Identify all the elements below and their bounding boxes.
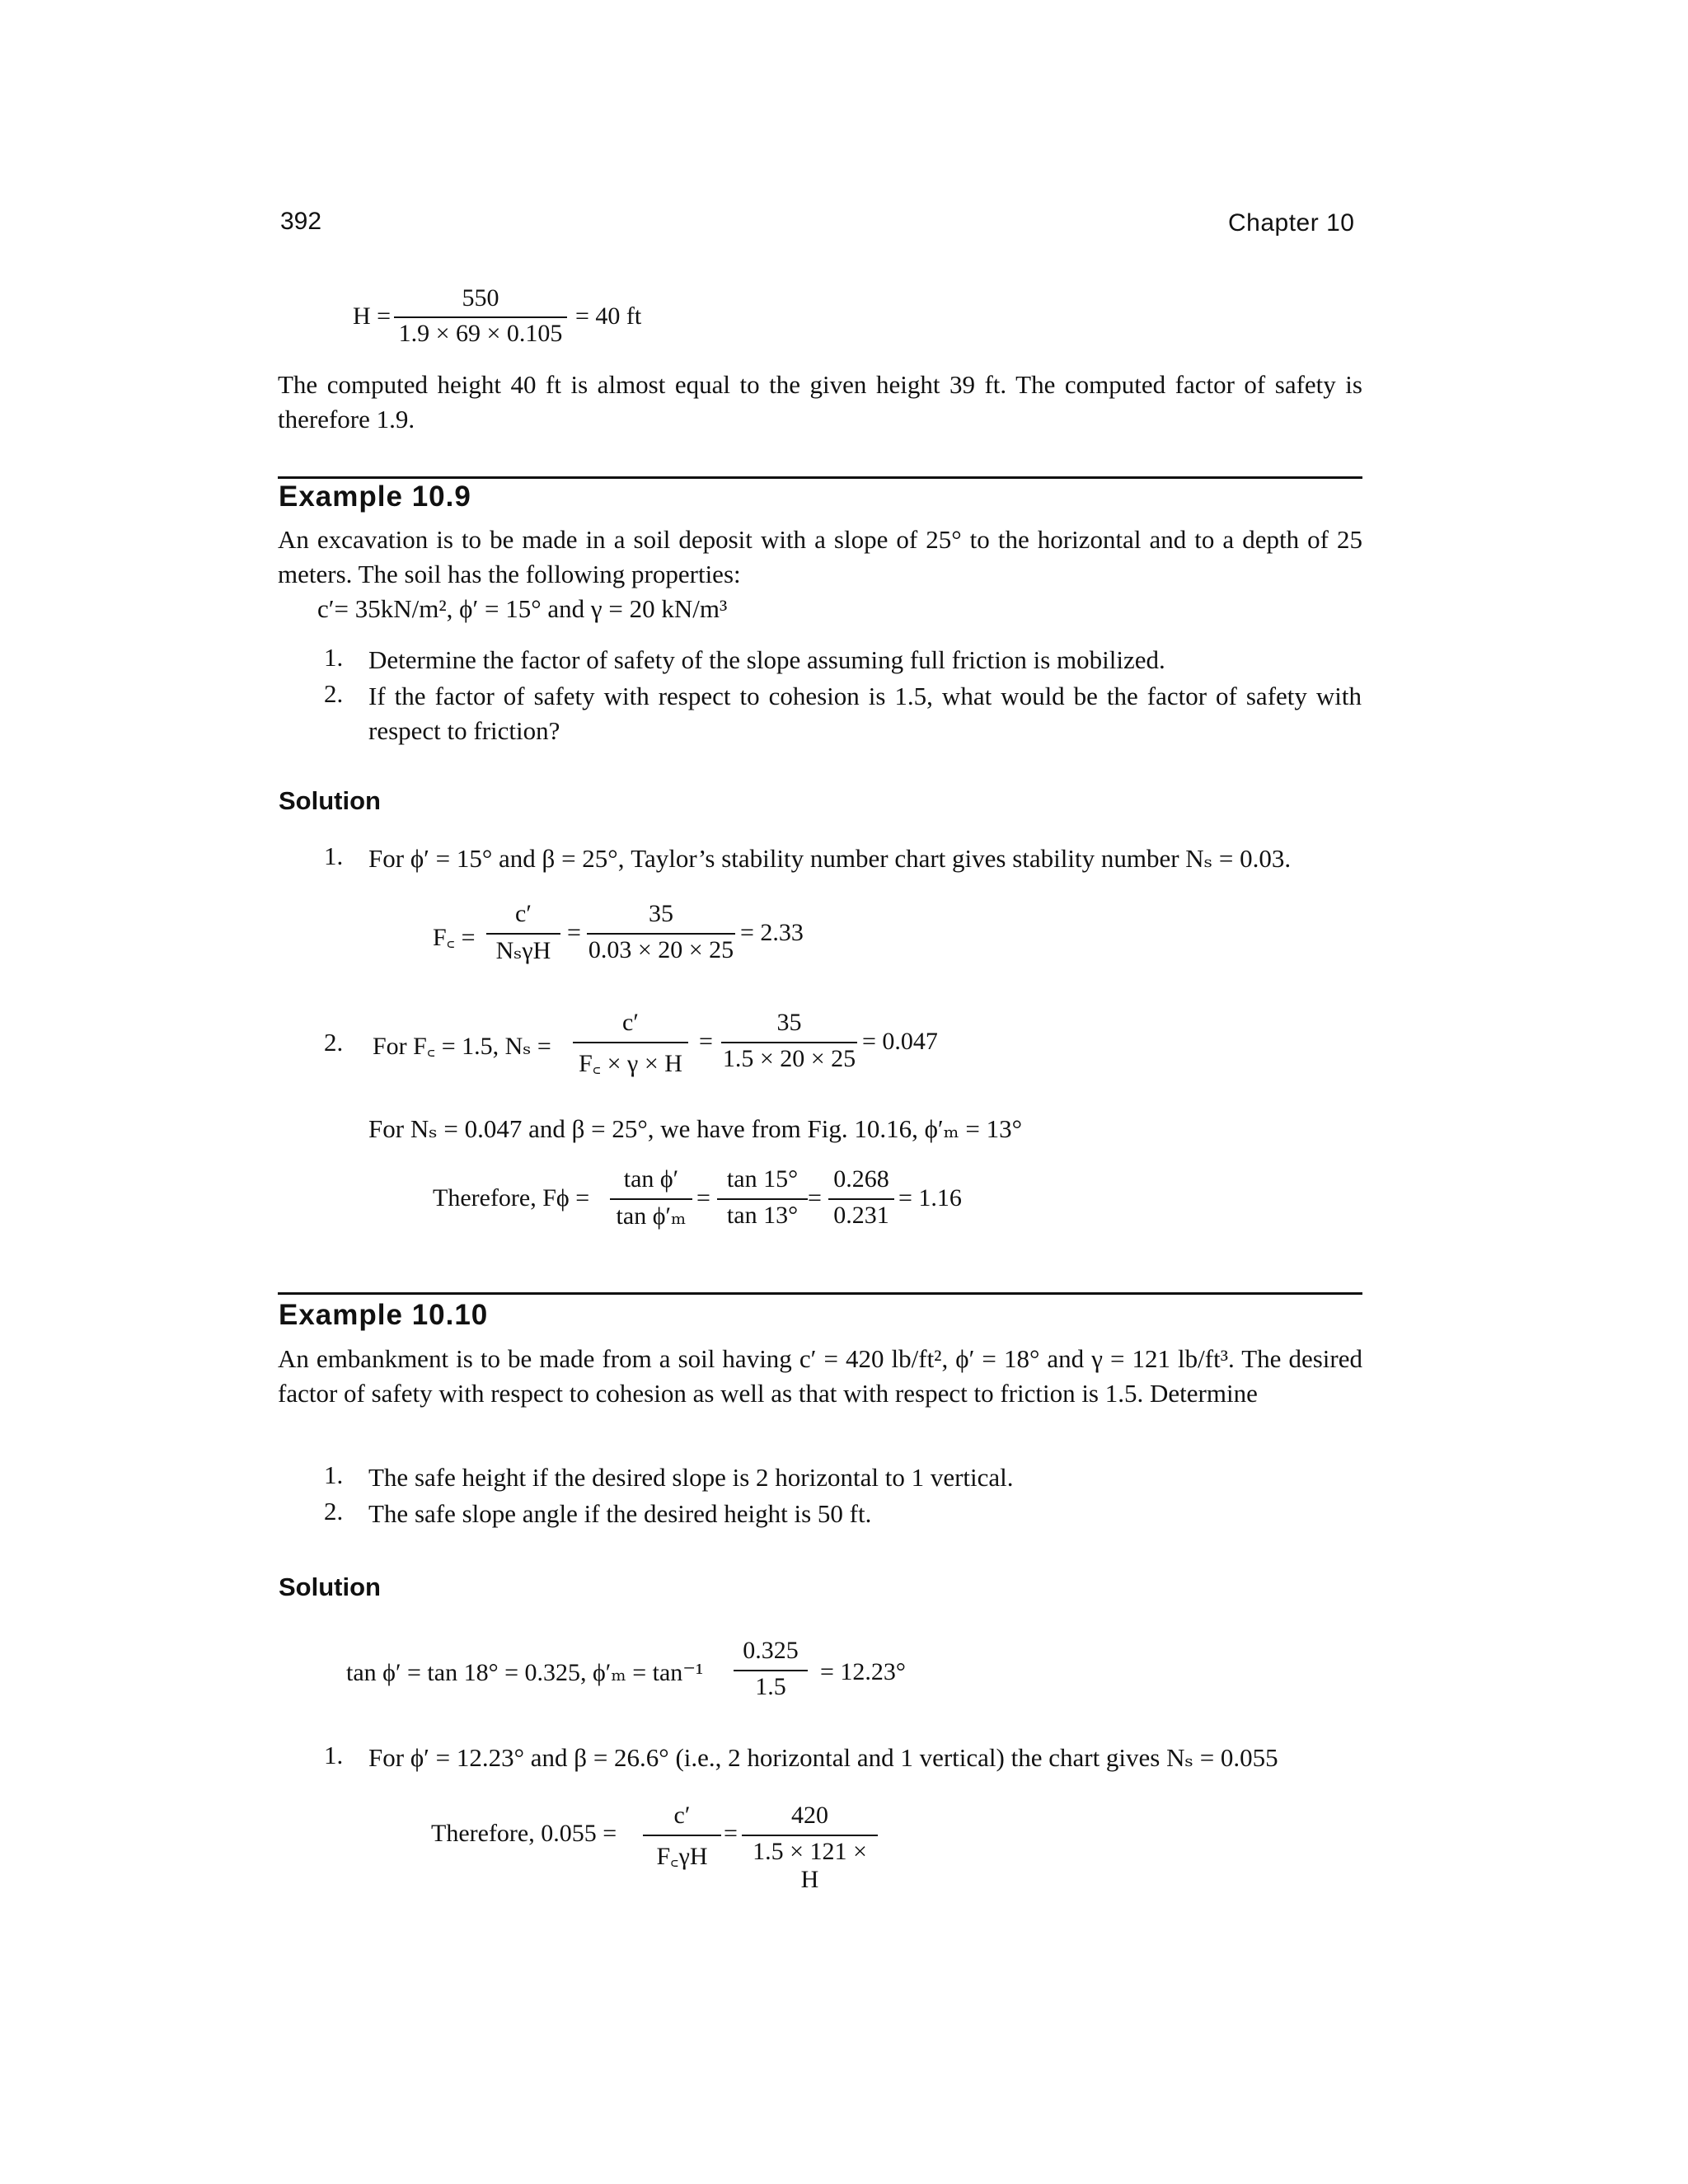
list-number: 1. bbox=[324, 841, 344, 870]
list-number: 2. bbox=[324, 679, 344, 708]
eq-result: = 2.33 bbox=[740, 919, 804, 946]
eq-lhs: Therefore, Fϕ = bbox=[433, 1184, 590, 1212]
eq-lhs: For F꜀ = 1.5, Nₛ = bbox=[373, 1033, 551, 1060]
fraction-bar bbox=[573, 1042, 688, 1043]
section-rule bbox=[278, 1292, 1362, 1295]
eq-denominator: tan ϕ′ₘ bbox=[616, 1202, 687, 1230]
eq-sign: = bbox=[699, 1028, 713, 1055]
eq-denominator: 0.231 bbox=[833, 1202, 889, 1229]
solution-step-text: For ϕ′ = 15° and β = 25°, Taylor’s stability number chart gives stability number Nₛ = 0.03. bbox=[368, 844, 1292, 873]
eq-denominator: 1.5 × 121 × H bbox=[753, 1838, 867, 1893]
list-number: 2. bbox=[324, 1497, 344, 1526]
page-number: 392 bbox=[280, 208, 322, 235]
eq-denominator: F꜀ × γ × H bbox=[579, 1050, 682, 1077]
eq-numerator: 420 bbox=[791, 1802, 828, 1829]
eq-numerator: c′ bbox=[622, 1009, 639, 1036]
fraction-bar bbox=[717, 1198, 808, 1200]
soil-properties: c′= 35kN/m², ϕ′ = 15° and γ = 20 kN/m³ bbox=[317, 594, 728, 623]
eq-result: = 1.16 bbox=[898, 1184, 962, 1212]
eq-sign: = bbox=[567, 919, 581, 946]
eq-denominator: 1.5 bbox=[755, 1673, 786, 1700]
eq-sign: = bbox=[808, 1184, 822, 1212]
eq-numerator: 550 bbox=[462, 284, 499, 312]
fraction-bar bbox=[486, 933, 560, 935]
eq-denominator: tan 13° bbox=[726, 1202, 799, 1229]
list-number: 1. bbox=[324, 643, 344, 672]
fraction-bar bbox=[610, 1198, 692, 1200]
solution-step-text: For ϕ′ = 12.23° and β = 26.6° (i.e., 2 horizontal and 1 vertical) the chart gives Nₛ = 0.055 bbox=[368, 1743, 1278, 1772]
eq-numerator: 0.268 bbox=[833, 1165, 889, 1193]
eq-numerator: tan ϕ′ bbox=[623, 1165, 679, 1193]
eq-numerator: c′ bbox=[515, 900, 532, 927]
example-10-10-text: An embankment is to be made from a soil having c′ = 420 lb/ft², ϕ′ = 18° and γ = 121 lb/ft³. The desired factor of safety with respect to cohesion as well as that with respect to friction is 1.5. Determine bbox=[278, 1344, 1362, 1408]
example-10-10-title: Example 10.10 bbox=[279, 1299, 489, 1331]
eq-numerator: 0.325 bbox=[743, 1637, 799, 1664]
list-number: 1. bbox=[324, 1741, 344, 1769]
eq-denominator: NₛγH bbox=[495, 937, 551, 964]
fraction-bar bbox=[734, 1670, 808, 1671]
list-item: If the factor of safety with respect to cohesion is 1.5, what would be the factor of safety with respect to friction? bbox=[368, 682, 1362, 745]
eq-sign: = bbox=[696, 1184, 710, 1212]
intro-paragraph: The computed height 40 ft is almost equal to the given height 39 ft. The computed factor of safety is therefore 1.9. bbox=[278, 370, 1362, 434]
fraction-bar bbox=[643, 1835, 721, 1836]
eq-sign: = bbox=[724, 1820, 738, 1847]
fraction-bar bbox=[742, 1835, 878, 1836]
eq-lhs: tan ϕ′ = tan 18° = 0.325, ϕ′ₘ = tan⁻¹ bbox=[346, 1659, 704, 1686]
eq-result: = 0.047 bbox=[862, 1028, 938, 1055]
eq-result: = 40 ft bbox=[575, 302, 642, 330]
fraction-bar bbox=[394, 316, 567, 318]
fraction-bar bbox=[828, 1198, 894, 1200]
eq-denominator: 0.03 × 20 × 25 bbox=[588, 936, 734, 963]
fraction-bar bbox=[721, 1042, 857, 1043]
chapter-label: Chapter 10 bbox=[1228, 209, 1355, 237]
eq-denominator: 1.5 × 20 × 25 bbox=[722, 1045, 856, 1072]
solution-step-text: For Nₛ = 0.047 and β = 25°, we have from Fig. 10.16, ϕ′ₘ = 13° bbox=[368, 1114, 1023, 1143]
eq-numerator: tan 15° bbox=[726, 1165, 799, 1193]
eq-denominator: 1.9 × 69 × 0.105 bbox=[398, 320, 563, 347]
solution-heading: Solution bbox=[279, 786, 381, 815]
section-rule bbox=[278, 476, 1362, 479]
fraction-bar bbox=[587, 933, 735, 935]
eq-numerator: 35 bbox=[649, 900, 673, 927]
eq-lhs: H = bbox=[353, 302, 392, 330]
list-item: The safe slope angle if the desired height is 50 ft. bbox=[368, 1499, 872, 1528]
eq-numerator: 35 bbox=[776, 1009, 802, 1036]
eq-result: = 12.23° bbox=[820, 1658, 906, 1685]
example-10-9-title: Example 10.9 bbox=[279, 480, 471, 513]
solution-heading: Solution bbox=[279, 1572, 381, 1601]
list-number: 2. bbox=[324, 1028, 344, 1057]
eq-lhs: Therefore, 0.055 = bbox=[431, 1820, 617, 1847]
eq-numerator: c′ bbox=[673, 1802, 691, 1829]
eq-lhs: F꜀ = bbox=[433, 924, 476, 951]
example-10-9-text: An excavation is to be made in a soil deposit with a slope of 25° to the horizontal and to a depth of 25 meters. The soil has the following properties: bbox=[278, 525, 1362, 588]
list-item: The safe height if the desired slope is 2 horizontal to 1 vertical. bbox=[368, 1463, 1014, 1492]
eq-denominator: F꜀γH bbox=[656, 1843, 708, 1870]
list-number: 1. bbox=[324, 1460, 344, 1489]
list-item: Determine the factor of safety of the slope assuming full friction is mobilized. bbox=[368, 645, 1165, 674]
